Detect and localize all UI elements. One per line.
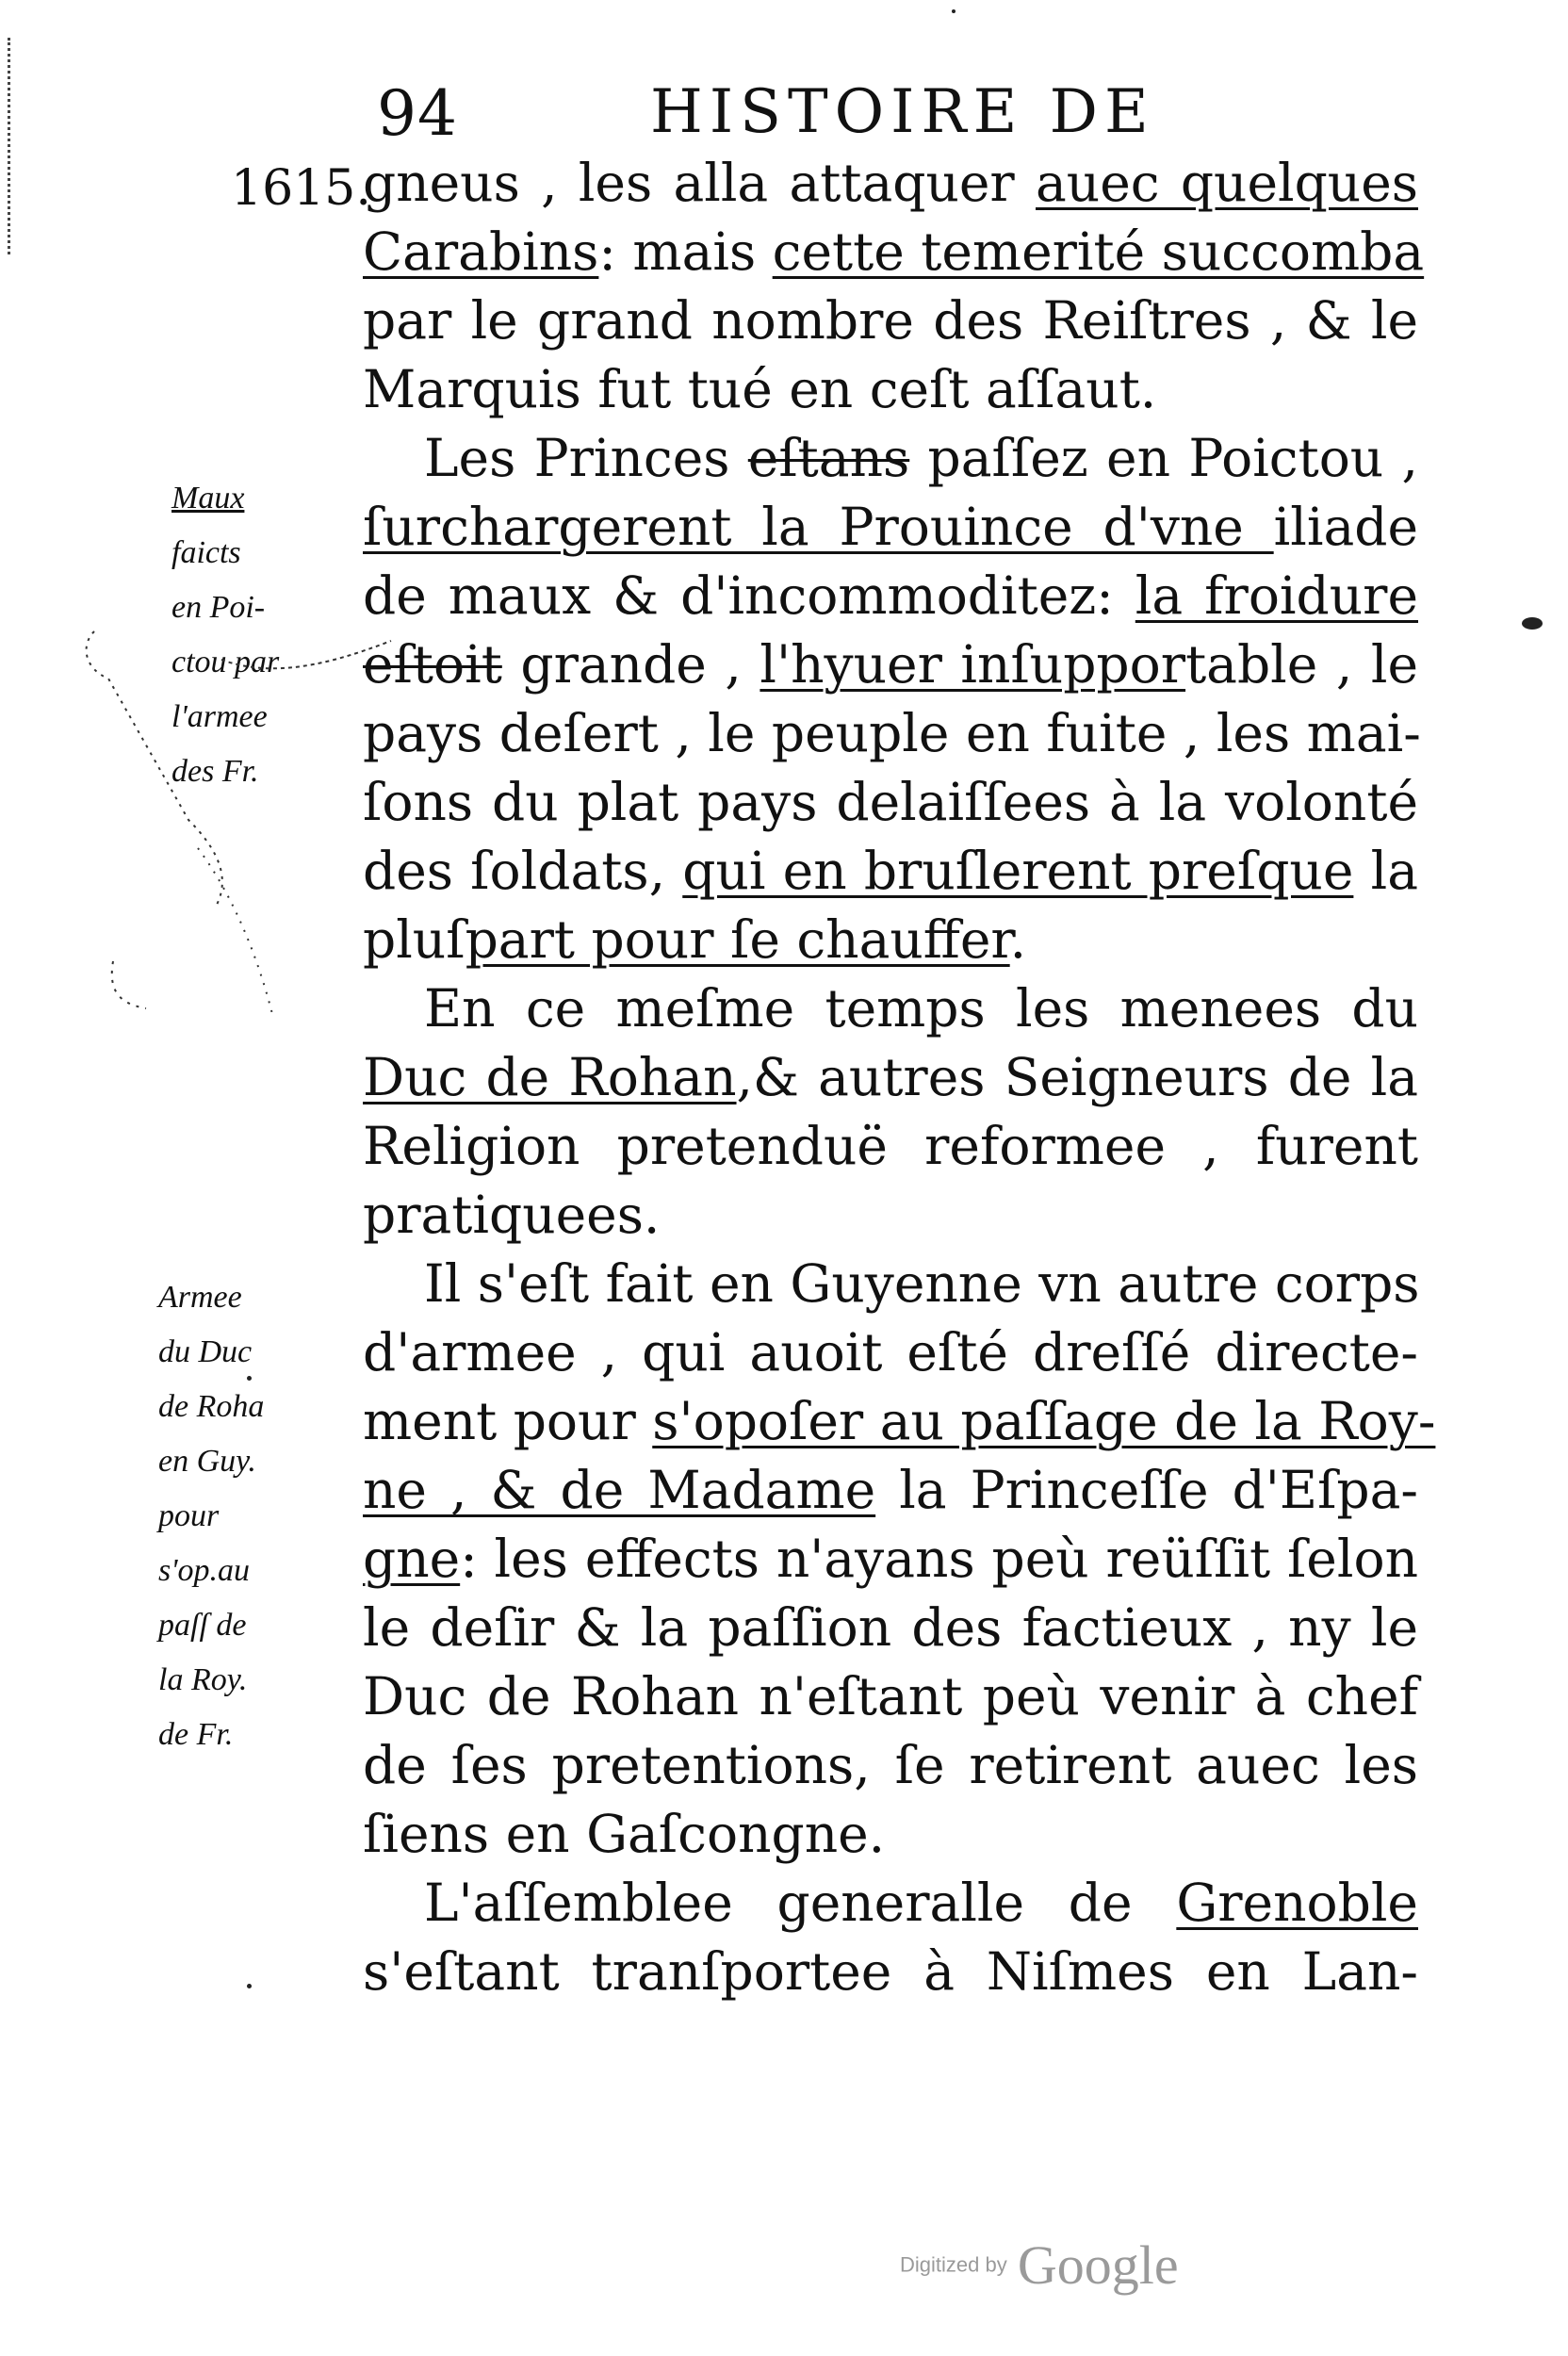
text-line	[363, 1800, 1418, 1869]
underlined-text: part pour ſe chauffer	[465, 909, 1010, 970]
text-span: iliade	[1273, 497, 1418, 557]
digitized-by-label: Digitized by	[900, 2252, 1007, 2277]
margin-note-line: s'op.au	[158, 1553, 251, 1588]
text-line	[363, 149, 1418, 218]
struck-text: eſtans	[747, 428, 910, 488]
margin-year: 1615.	[231, 160, 371, 217]
text-line	[363, 906, 1418, 974]
underlined-text: ſurchargerent la Prouince d'vne	[363, 497, 1274, 557]
text-line	[363, 1869, 1418, 1938]
google-wordmark: Google	[1017, 2234, 1179, 2296]
text-line	[363, 1181, 1418, 1250]
running-head: HISTOIRE DE	[650, 77, 1155, 147]
underlined-text: auec quelques	[1036, 153, 1418, 213]
text-span: la	[1353, 841, 1418, 901]
text-line	[363, 286, 1418, 355]
underlined-text: Carabins	[363, 221, 599, 282]
text-span: des ſoldats,	[363, 841, 683, 901]
struck-text: eſtoit	[363, 634, 502, 695]
text-span: L'aſſemblee generalle de	[424, 1873, 1177, 1933]
scan-edge-dots	[8, 38, 14, 254]
text-span: Marquis fut tué en ceſt aſſaut.	[363, 359, 1157, 419]
text-line	[363, 1594, 1418, 1662]
text-line	[363, 1731, 1418, 1800]
margin-note-armee-rohan	[158, 1270, 264, 1762]
text-span: le deſir & la paſſion des factieux , ny le	[363, 1597, 1418, 1658]
text-line	[363, 493, 1418, 562]
text-span: grande ,	[501, 634, 760, 695]
underlined-text: Grenoble	[1176, 1873, 1418, 1933]
text-span: table , le	[1185, 634, 1419, 695]
text-line	[363, 218, 1425, 286]
margin-note-line: du Duc	[158, 1334, 253, 1369]
text-line	[363, 630, 1418, 699]
margin-note-line: des Fr.	[172, 754, 259, 789]
text-span: d'armee , qui auoit eſté dreſſé directe-	[363, 1322, 1418, 1383]
ink-speck	[247, 1984, 252, 1988]
underlined-text: Duc de Rohan	[363, 1047, 737, 1107]
text-line	[363, 355, 1418, 424]
margin-note-line: de Roha	[158, 1389, 265, 1424]
text-span: .	[1009, 909, 1027, 970]
text-span: En ce meſme temps les menees du	[424, 978, 1418, 1039]
text-span: la Princeſſe d'Eſpa-	[875, 1460, 1419, 1520]
text-line	[363, 768, 1418, 837]
text-line	[363, 1662, 1418, 1731]
text-span: : mais	[598, 221, 773, 282]
text-span: : les effects n'ayans peù reüſſit ſelon	[460, 1529, 1418, 1589]
text-span: Les Princes	[424, 428, 748, 488]
underlined-text: ne , & de Madame	[363, 1460, 876, 1520]
ink-speck	[952, 9, 956, 13]
page-number: 94	[377, 77, 458, 150]
margin-note-line: de Fr.	[158, 1717, 234, 1752]
text-span: ,& autres Seigneurs de la	[736, 1047, 1418, 1107]
text-line	[363, 837, 1418, 906]
text-line	[363, 1112, 1418, 1181]
underlined-text: la froidure	[1135, 565, 1418, 626]
text-line	[363, 1525, 1418, 1594]
text-span: pluſ	[363, 909, 466, 970]
margin-note-line: en Guy.	[158, 1444, 256, 1479]
text-span: par le grand nombre des Reiſtres , & le	[363, 290, 1418, 351]
text-span: s'eſtant tranſportee à Niſmes en Lan-	[363, 1941, 1418, 2002]
body-text	[363, 149, 1436, 2006]
margin-note-line: paſſ de	[158, 1608, 247, 1643]
text-span: ment pour	[363, 1391, 653, 1451]
text-span: Religion pretenduë reformee , furent	[363, 1116, 1418, 1176]
underlined-text: s'opoſer au paſſage de la Roy-	[652, 1391, 1436, 1451]
underlined-text: qui en bruſlerent preſque	[682, 841, 1354, 901]
text-line	[363, 1387, 1436, 1456]
digitization-watermark	[900, 2233, 1179, 2299]
text-line	[363, 1938, 1418, 2006]
handwritten-bracket-marks	[75, 565, 415, 1055]
text-span: pays deſert , le peuple en fuite , les mai-	[363, 703, 1421, 763]
ink-blot	[1522, 617, 1543, 630]
text-span: Duc de Rohan n'eſtant peù venir à chef	[363, 1666, 1418, 1726]
margin-note-line: en Poi-	[172, 590, 266, 625]
margin-note-line: l'armee	[172, 699, 268, 734]
text-line	[363, 1318, 1418, 1387]
underlined-text: gne	[363, 1529, 461, 1589]
text-line	[363, 1043, 1418, 1112]
margin-note-line: la Roy.	[158, 1662, 248, 1697]
underlined-text: l'hyuer inſuppor	[760, 634, 1186, 695]
text-span: ſiens en Gaſcongne.	[363, 1804, 886, 1864]
text-line	[363, 1456, 1418, 1525]
text-span: de ſes pretentions, ſe retirent auec les	[363, 1735, 1418, 1795]
text-span: gneus , les alla attaquer	[363, 153, 1036, 213]
margin-note-line: faicts	[172, 535, 241, 570]
margin-note-line: pour	[158, 1498, 220, 1533]
margin-note-line: ctou par	[172, 645, 280, 679]
text-span: pratiquees.	[363, 1185, 661, 1245]
text-line	[363, 699, 1421, 768]
text-line	[363, 974, 1418, 1043]
text-span: de maux & d'incommoditez:	[363, 565, 1135, 626]
margin-note-line: Armee	[158, 1280, 242, 1315]
text-line	[363, 562, 1418, 630]
text-line	[363, 1250, 1418, 1318]
text-span: Il s'eſt fait en Guyenne vn autre corps	[424, 1253, 1420, 1314]
text-span: paſſez en Poictou ,	[909, 428, 1419, 488]
text-span: ſons du plat pays delaiſſees à la volonté	[363, 772, 1418, 832]
underlined-text: cette temerité succomba	[772, 221, 1425, 282]
text-line	[363, 424, 1418, 493]
margin-note-line: Maux	[172, 481, 245, 515]
